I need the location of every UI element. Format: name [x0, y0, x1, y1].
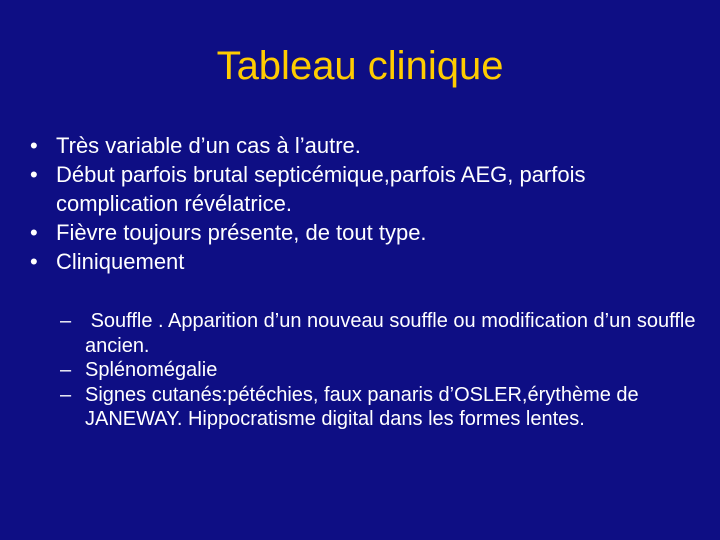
bullet-text: Cliniquement — [56, 249, 185, 274]
bullet-text: Très variable d’un cas à l’autre. — [56, 133, 361, 158]
bullet-list — [30, 131, 700, 276]
sub-bullet-text: Signes cutanés:pétéchies, faux panaris d’OSLER,érythème de JANEWAY. Hippocratisme digital dans les formes lentes. — [85, 383, 639, 430]
dash-icon: – — [60, 359, 72, 381]
sub-bullet-item — [60, 383, 700, 432]
slide-title: Tableau clinique — [216, 44, 504, 88]
dash-icon: – — [60, 310, 72, 332]
bullet-text: Fièvre toujours présente, de tout type. — [56, 220, 427, 245]
sub-bullet-text: Souffle . Apparition d’un nouveau souffle ou modification d’un souffle ancien. — [85, 310, 702, 357]
dash-icon: – — [60, 383, 72, 406]
bullet-icon: • — [30, 162, 38, 187]
sub-bullet-item — [60, 358, 700, 383]
bullet-icon: • — [30, 249, 38, 274]
bullet-icon: • — [30, 220, 38, 245]
sub-bullet-item — [60, 309, 700, 358]
bullet-item — [30, 247, 700, 276]
bullet-item — [30, 218, 700, 247]
sub-bullet-text: Splénomégalie — [85, 359, 218, 381]
bullet-text: Début parfois brutal septicémique,parfois AEG, parfois complication révélatrice. — [56, 162, 586, 216]
sub-bullet-list — [60, 309, 700, 432]
bullet-item — [30, 160, 700, 218]
bullet-item — [30, 131, 700, 160]
bullet-icon: • — [30, 133, 38, 158]
